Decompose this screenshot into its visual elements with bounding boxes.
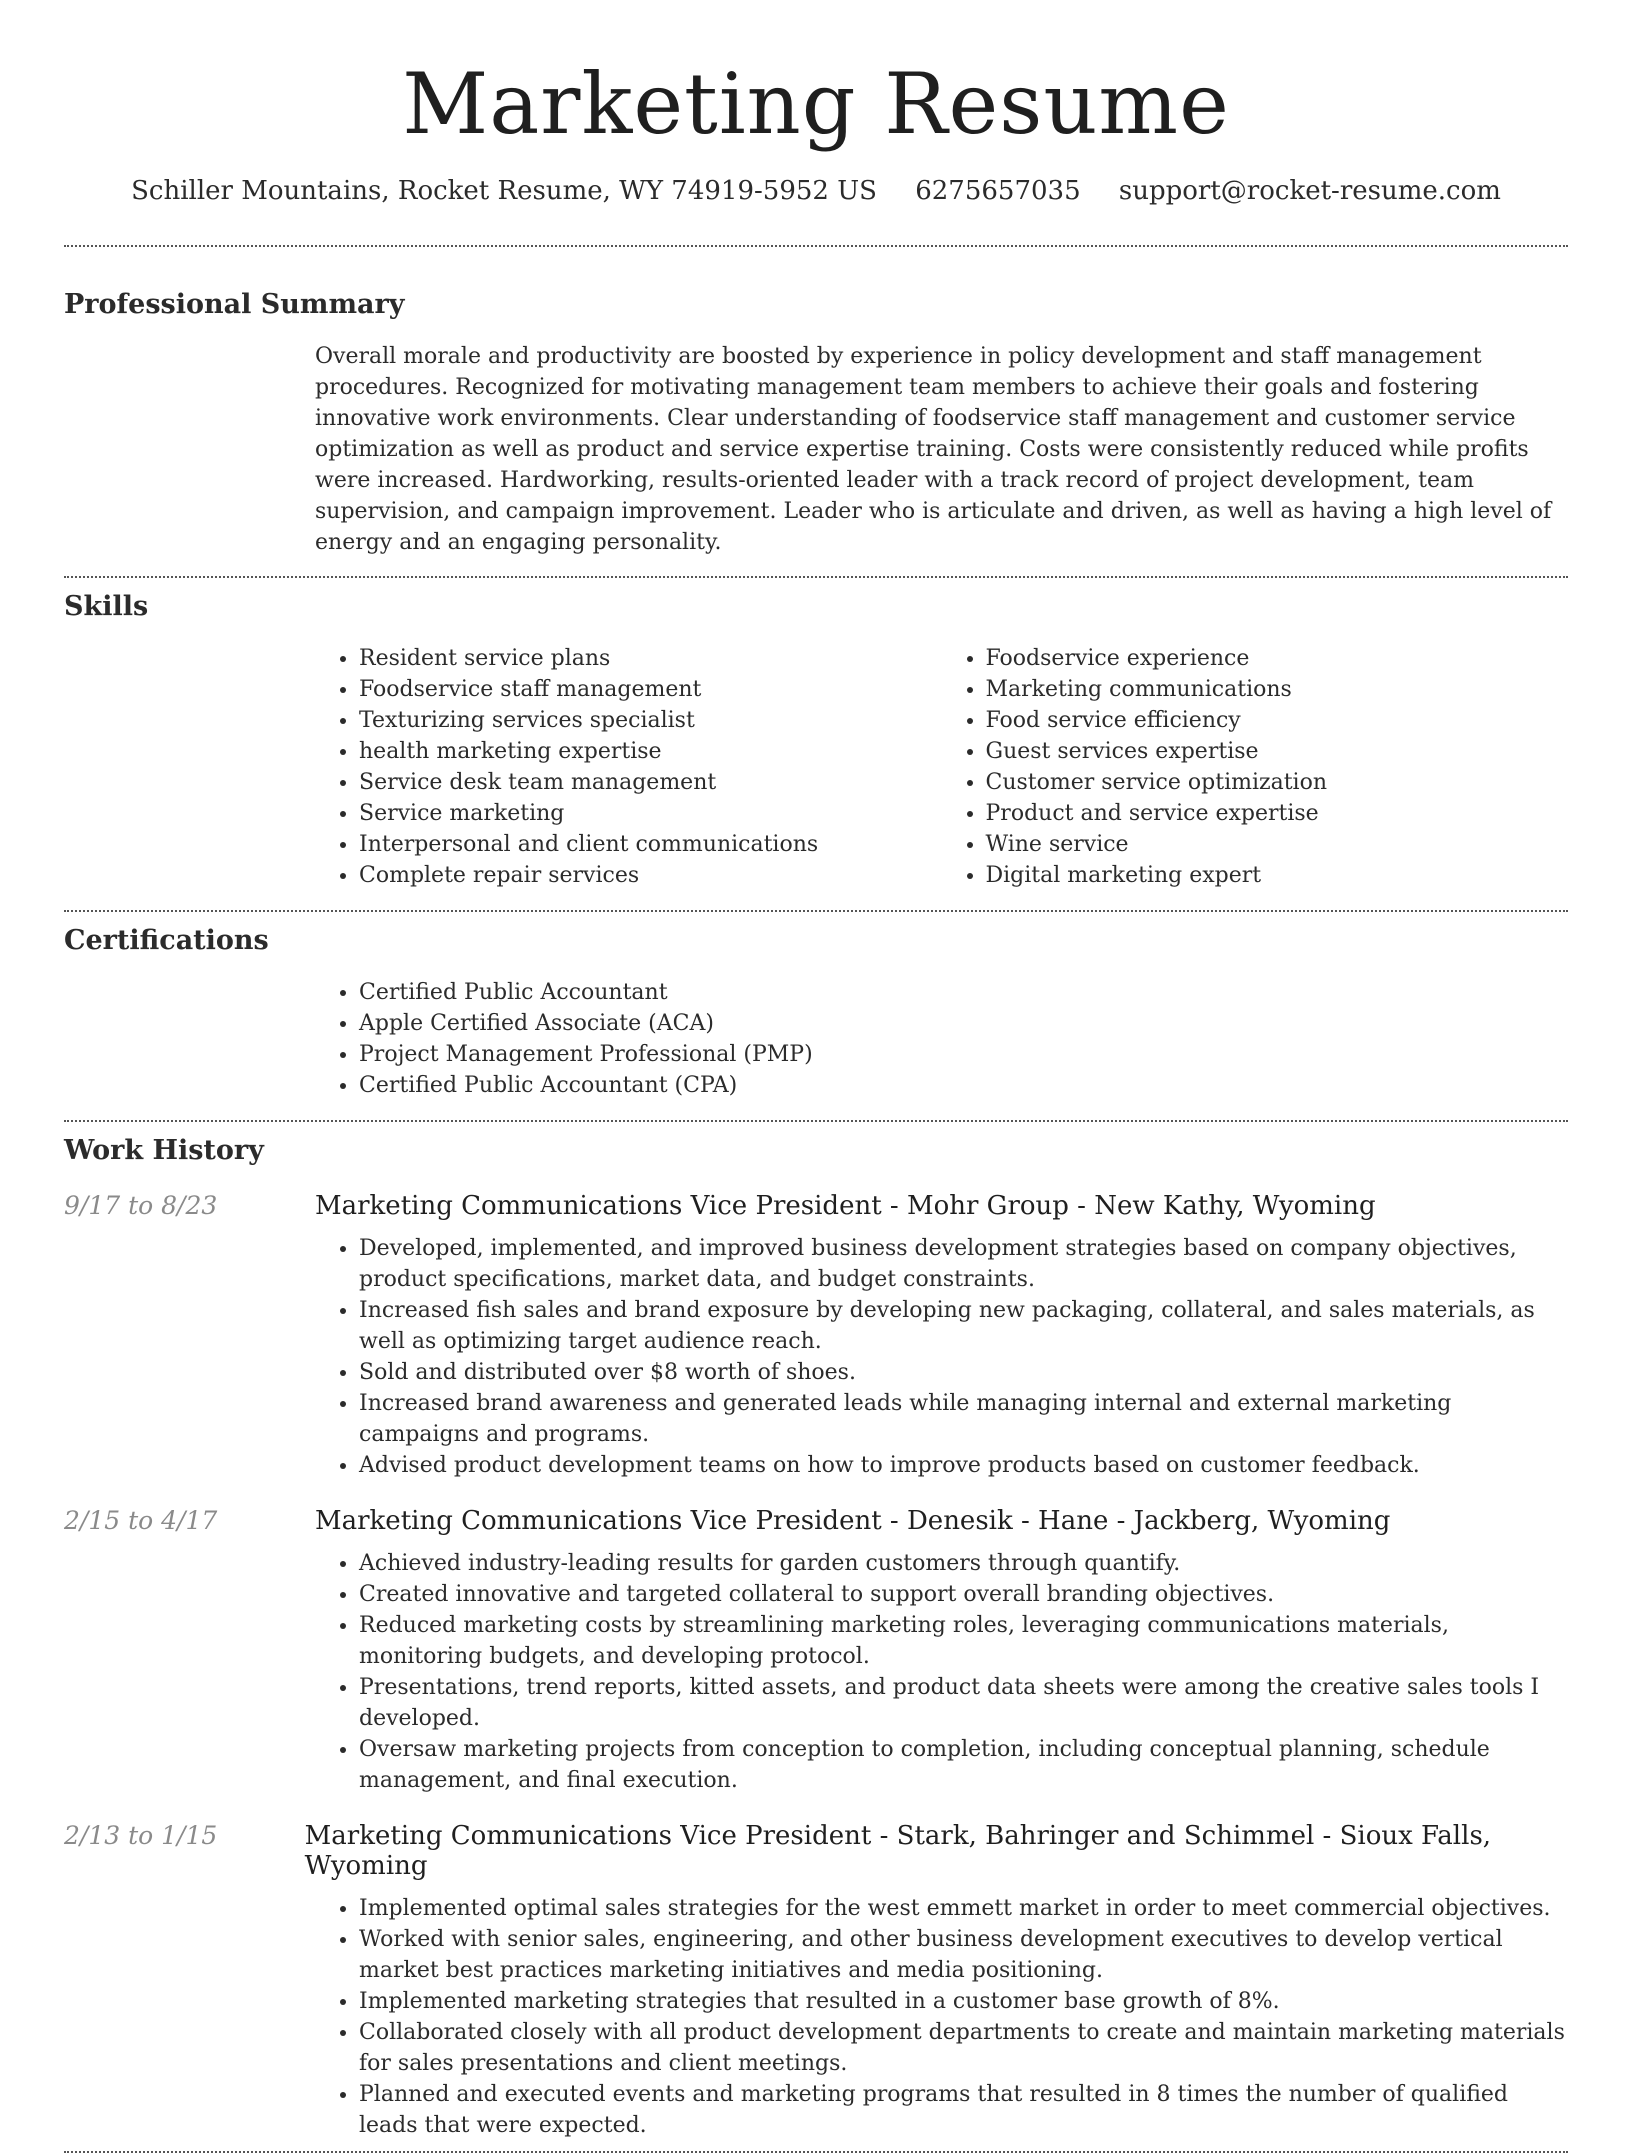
list-item: • Planned and executed events and marketing programs that resulted in 8 times the number of qualified leads that were expected. <box>359 2079 1568 2141</box>
list-item: • Advised product development teams on how to improve products based on customer feedback. <box>359 1450 1568 1481</box>
list-item: • Service marketing <box>359 798 942 829</box>
job-bullets <box>315 1893 1568 2141</box>
list-item: • Foodservice experience <box>986 643 1569 674</box>
list-item: • Texturizing services specialist <box>359 705 942 736</box>
list-item: • Product and service expertise <box>986 798 1569 829</box>
job-dates: 2/15 to 4/17 <box>64 1506 218 1535</box>
list-item: • Oversaw marketing projects from conception to completion, including conceptual planning, schedule management, and final execution. <box>359 1734 1568 1796</box>
list-item: • Created innovative and targeted collateral to support overall branding objectives. <box>359 1579 1568 1610</box>
list-item: • Customer service optimization <box>986 767 1569 798</box>
resume-title: Marketing Resume <box>402 55 1230 153</box>
job-header <box>64 1191 1568 1221</box>
list-item: • Reduced marketing costs by streamlining marketing roles, leveraging communications materials, monitoring budgets, and developing protocol. <box>359 1610 1568 1672</box>
list-item: • Certified Public Accountant (CPA) <box>359 1070 1568 1101</box>
section-heading-work-history: Work History <box>64 1135 264 1166</box>
list-item: • Guest services expertise <box>986 736 1569 767</box>
job-title: Marketing Communications Vice President - Stark, Bahringer and Schimmel - Sioux Falls, Wyoming <box>304 1821 1492 1881</box>
list-item: • Project Management Professional (PMP) <box>359 1039 1568 1070</box>
list-item: • Presentations, trend reports, kitted assets, and product data sheets were among the creative sales tools I developed. <box>359 1672 1568 1734</box>
list-item: • Collaborated closely with all product development departments to create and maintain marketing materials for sales presentations and client meetings. <box>359 2017 1568 2079</box>
list-item: • Wine service <box>986 829 1569 860</box>
skills-block <box>315 643 1568 891</box>
list-item: • Apple Certified Associate (ACA) <box>359 1008 1568 1039</box>
job-details <box>315 1233 1568 1481</box>
section-heading-summary: Professional Summary <box>64 289 405 320</box>
list-item: • Implemented marketing strategies that resulted in a customer base growth of 8%. <box>359 1986 1568 2017</box>
summary-text: Overall morale and productivity are boosted by experience in policy development and staff management procedures. Recognized for motivating management team members to achieve their goals and fostering innovative work environments. Clear understanding of foodservice staff management and customer service optimization as well as product and service expertise training. Costs were consistently reduced while profits were increased. Hardworking, results-oriented leader with a track record of project development, team supervision, and campaign improvement. Leader who is articulate and driven, as well as having a high level of energy and an engaging personality. <box>315 344 1552 555</box>
summary-block <box>315 341 1568 558</box>
job-dates: 2/13 to 1/15 <box>64 1821 218 1850</box>
divider <box>64 1120 1568 1122</box>
section-heading-certifications: Certifications <box>64 925 269 956</box>
job-bullets <box>315 1233 1568 1481</box>
job-title: Marketing Communications Vice President - Mohr Group - New Kathy, Wyoming <box>315 1191 1376 1221</box>
list-item: • Achieved industry-leading results for garden customers through quantify. <box>359 1548 1568 1579</box>
list-item: • Foodservice staff management <box>359 674 942 705</box>
list-item: • Certified Public Accountant <box>359 977 1568 1008</box>
divider <box>64 245 1568 247</box>
divider <box>64 576 1568 578</box>
job-header <box>64 1821 1568 1881</box>
contact-address: Schiller Mountains, Rocket Resume, WY 74919-5952 US <box>131 176 877 206</box>
list-item: • Developed, implemented, and improved business development strategies based on company objectives, product specifications, market data, and budget constraints. <box>359 1233 1568 1295</box>
list-item: • Service desk team management <box>359 767 942 798</box>
contact-phone: 6275657035 <box>915 176 1081 206</box>
list-item: • Sold and distributed over $8 worth of shoes. <box>359 1357 1568 1388</box>
list-item: • Digital marketing expert <box>986 860 1569 891</box>
skills-list-right <box>942 643 1569 891</box>
certifications-list <box>315 977 1568 1101</box>
list-item: • Worked with senior sales, engineering, and other business development executives to develop vertical market best practices marketing initiatives and media positioning. <box>359 1924 1568 1986</box>
job-details <box>315 1548 1568 1796</box>
list-item: • Complete repair services <box>359 860 942 891</box>
resume-page <box>64 0 1568 2153</box>
job-header <box>64 1506 1568 1536</box>
certifications-block <box>315 977 1568 1101</box>
job-dates: 9/17 to 8/23 <box>64 1191 218 1220</box>
divider <box>64 910 1568 912</box>
job-details <box>315 1893 1568 2141</box>
list-item: • Interpersonal and client communications <box>359 829 942 860</box>
list-item: • Implemented optimal sales strategies for the west emmett market in order to meet commercial objectives. <box>359 1893 1568 1924</box>
section-heading-skills: Skills <box>64 591 149 622</box>
job-bullets <box>315 1548 1568 1796</box>
job-title: Marketing Communications Vice President - Denesik - Hane - Jackberg, Wyoming <box>315 1506 1391 1536</box>
list-item: • Food service efficiency <box>986 705 1569 736</box>
list-item: • Increased fish sales and brand exposure by developing new packaging, collateral, and sales materials, as well as optimizing target audience reach. <box>359 1295 1568 1357</box>
list-item: • health marketing expertise <box>359 736 942 767</box>
contact-line <box>64 172 1568 210</box>
list-item: • Increased brand awareness and generated leads while managing internal and external marketing campaigns and programs. <box>359 1388 1568 1450</box>
list-item: • Marketing communications <box>986 674 1569 705</box>
skills-list-left <box>315 643 942 891</box>
list-item: • Resident service plans <box>359 643 942 674</box>
contact-email: support@rocket-resume.com <box>1118 176 1501 206</box>
